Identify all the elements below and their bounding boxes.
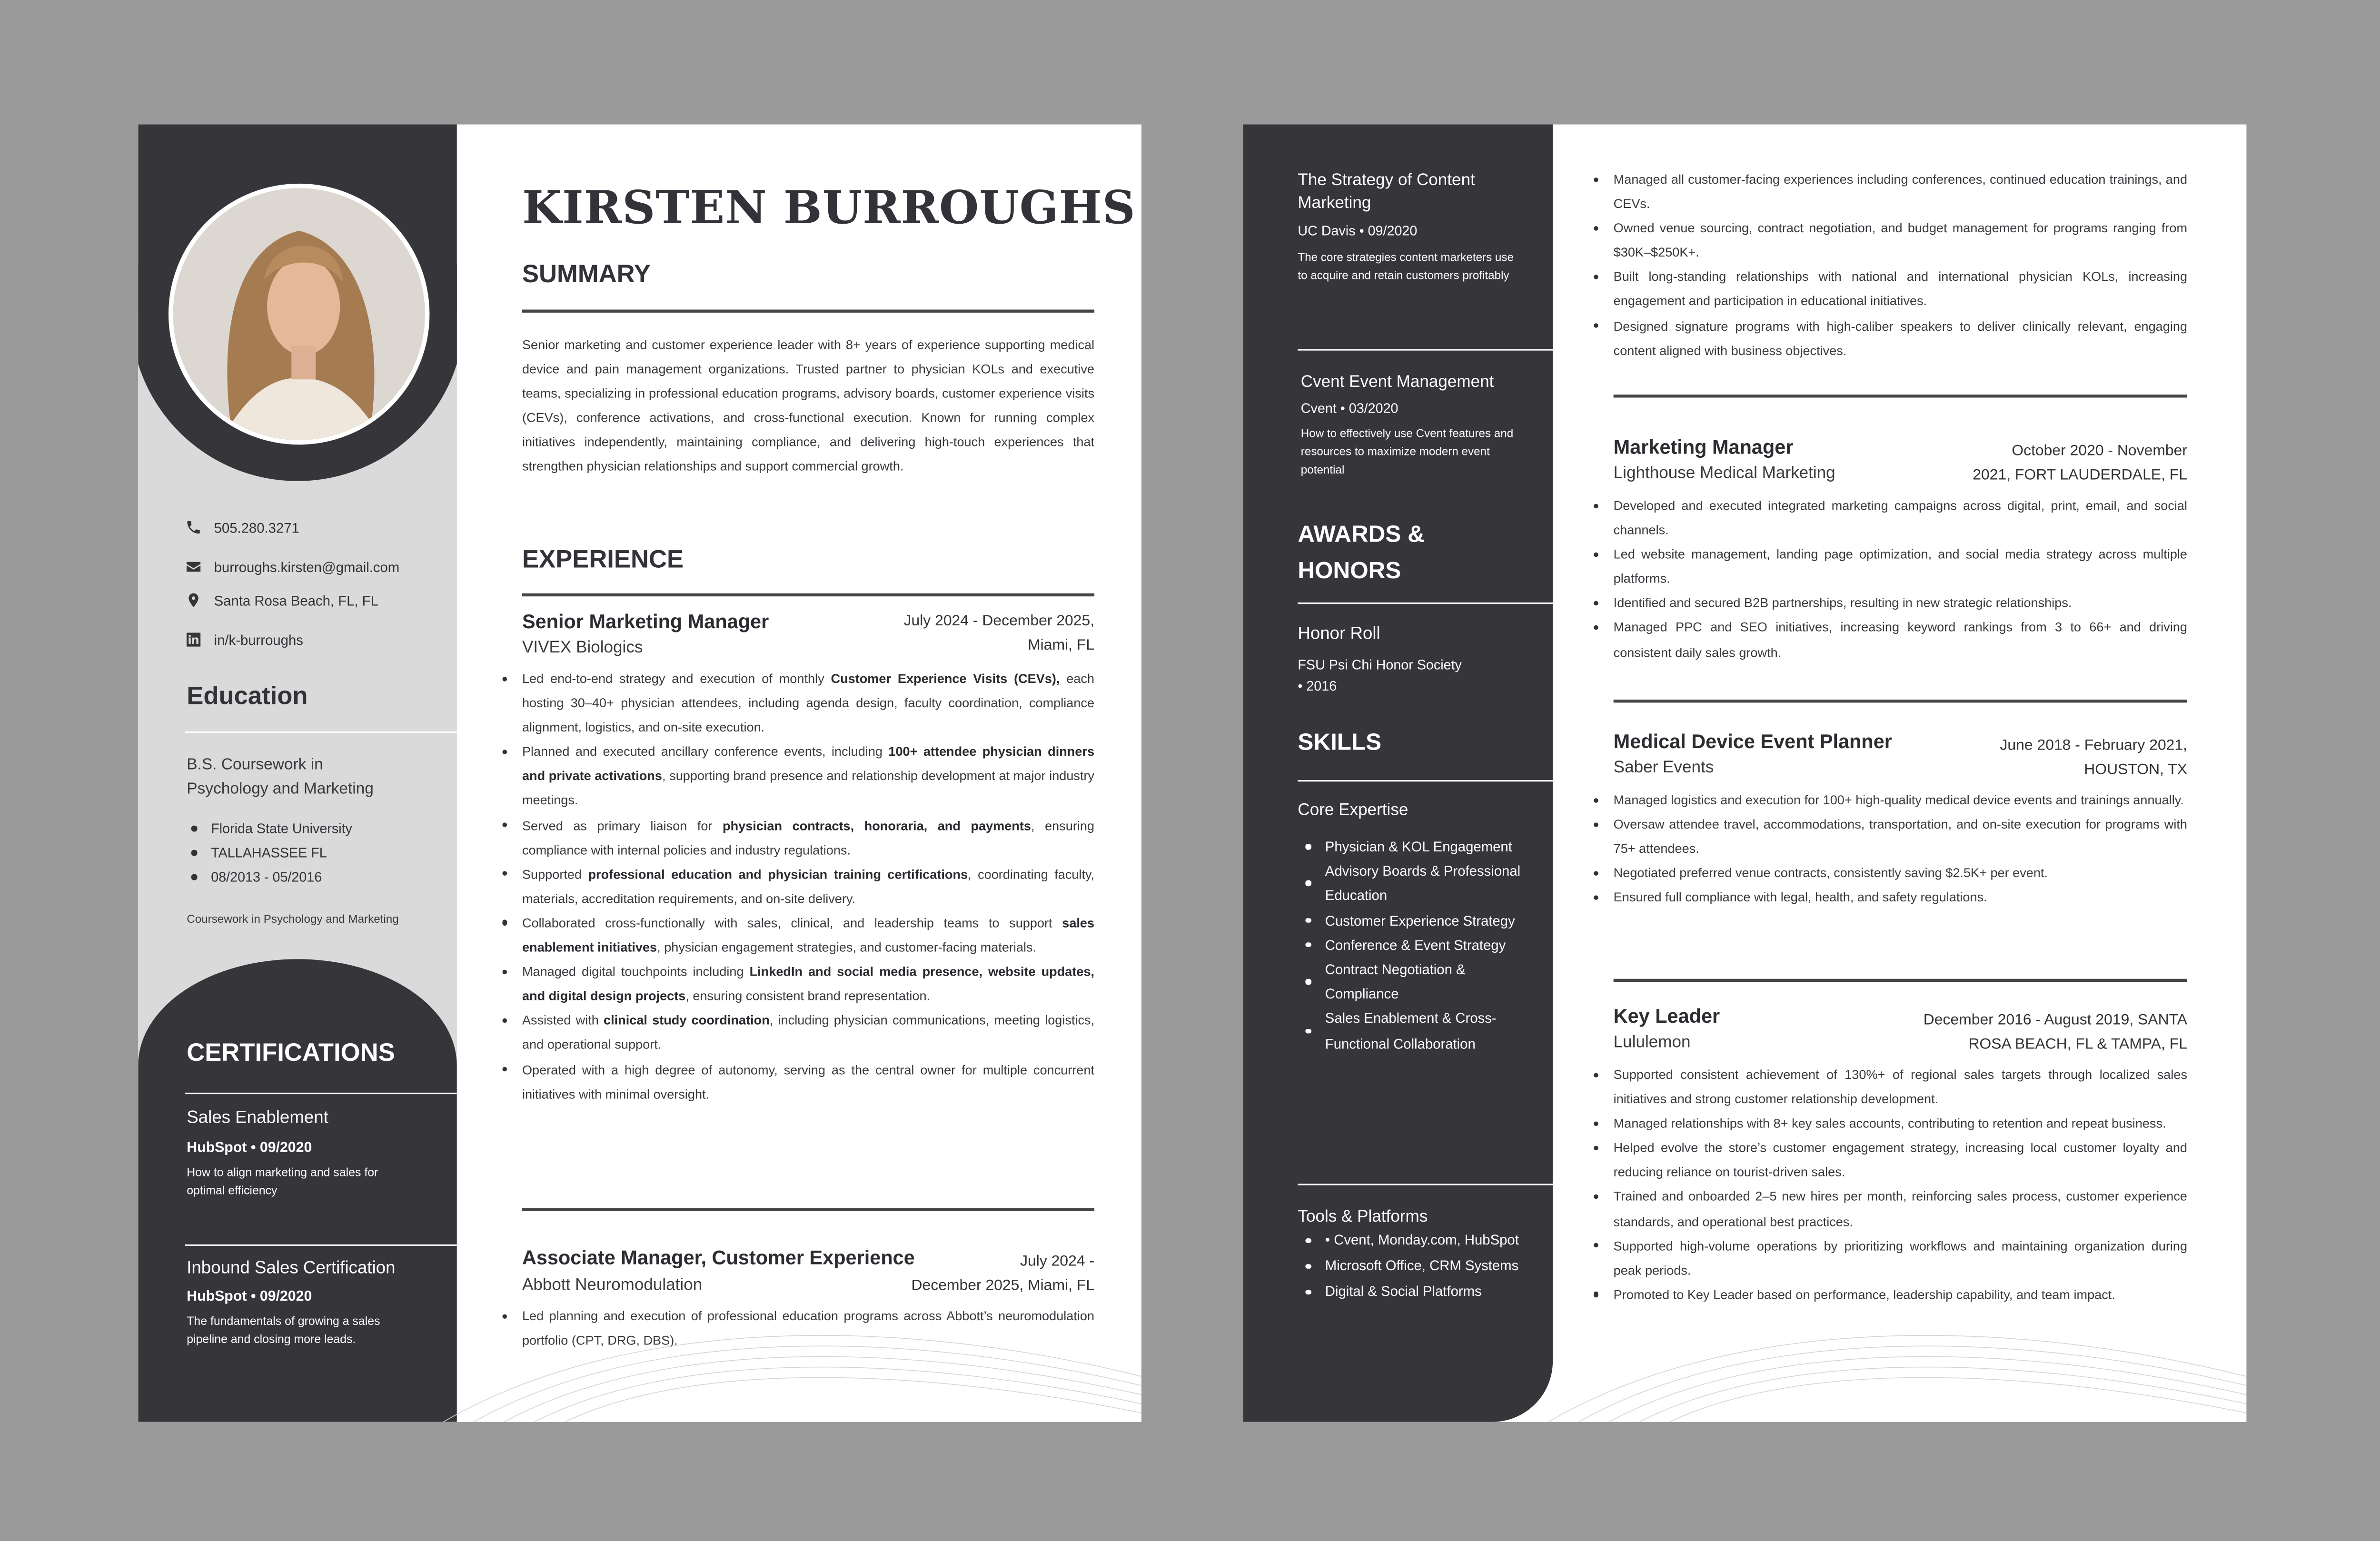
bullet-item xyxy=(522,1008,1094,1057)
job-bullets xyxy=(1614,788,2187,910)
right-sidebar xyxy=(1243,124,1553,1422)
bullet-item xyxy=(1614,1062,2187,1111)
job-date-line: HOUSTON, TX xyxy=(2084,761,2188,778)
core-expertise-list xyxy=(1301,835,1528,1056)
bullet-bold-text: 100+ attendee physician dinners and private activations xyxy=(522,744,1095,784)
bullet-text: Served as primary liaison for xyxy=(522,817,723,833)
bullet-bold-text: physician contracts, honoraria, and payments xyxy=(723,817,1031,833)
experience-divider xyxy=(522,593,1094,596)
certifications-section xyxy=(138,959,457,1422)
list-item: Microsoft Office, CRM Systems xyxy=(1301,1254,1528,1279)
job-company: Lululemon xyxy=(1613,1033,1691,1052)
list-item: Contract Negotiation & Compliance xyxy=(1301,958,1528,1007)
bullet-text: Owned venue sourcing, contract negotiation, and budget management for programs ranging from $30K–$250K+. xyxy=(1613,220,2188,260)
bullet-bold-text: LinkedIn and social media presence, website updates, and digital design projects xyxy=(522,964,1095,1004)
job-date-line: 2021, FORT LAUDERDALE, FL xyxy=(1973,466,2188,484)
bullet-text: Planned and executed ancillary conference events, including xyxy=(522,744,889,760)
list-item: Customer Experience Strategy xyxy=(1301,909,1528,933)
bullet-item xyxy=(1614,265,2187,314)
award-item xyxy=(1298,625,1525,697)
certification-issuer: HubSpot • 09/2020 xyxy=(187,1139,312,1156)
email-text[interactable]: burroughs.kirsten@gmail.com xyxy=(214,559,400,574)
bullet-text: Negotiated preferred venue contracts, consistently saving $2.5K+ per event. xyxy=(1613,865,2048,881)
job-title: Senior Marketing Manager xyxy=(522,610,769,633)
bullet-text: , physician engagement strategies, and customer-facing materials. xyxy=(657,939,1037,955)
list-item: 08/2013 - 05/2016 xyxy=(187,865,352,889)
list-item: • Cvent, Monday.com, HubSpot xyxy=(1301,1228,1528,1254)
bullet-item xyxy=(1614,1111,2187,1136)
summary-divider xyxy=(522,310,1094,312)
certification-title: Cvent Event Management xyxy=(1300,373,1494,392)
contact-location xyxy=(185,592,378,609)
education-degree xyxy=(187,753,374,801)
bullet-text: Assisted with xyxy=(522,1012,604,1028)
award-org: FSU Psi Chi Honor Society xyxy=(1298,657,1462,672)
bullet-item xyxy=(1614,493,2187,542)
certifications-heading: CERTIFICATIONS xyxy=(187,1039,395,1067)
job-date-line: July 2024 - December 2025, xyxy=(903,613,1095,630)
contact-email xyxy=(185,558,399,575)
bullet-bold-text: clinical study coordination xyxy=(604,1012,770,1028)
certifications-divider xyxy=(185,1093,457,1094)
list-item: Sales Enablement & Cross-Functional Collaboration xyxy=(1301,1007,1528,1056)
bullet-item xyxy=(1614,542,2187,591)
job-divider xyxy=(1614,979,2187,981)
bullet-item xyxy=(522,813,1094,862)
decorative-wave-lines xyxy=(443,1316,1141,1422)
bullet-text: , coordinating faculty, materials, accreditation requirements, and on-site delivery. xyxy=(522,866,1095,906)
contact-phone xyxy=(185,519,299,536)
bullet-item xyxy=(522,910,1094,959)
job-entry xyxy=(1614,730,2187,910)
bullet-text: Managed all customer-facing experiences including conferences, continued education trainings, and CEVs. xyxy=(1613,171,2188,211)
awards-heading xyxy=(1298,517,1424,590)
bullet-bold-text: sales enablement initiatives xyxy=(522,915,1095,955)
tools-list xyxy=(1301,1228,1528,1305)
certification-item xyxy=(187,1260,414,1349)
bullet-text: Developed and executed integrated marketing campaigns across digital, print, email, and social channels. xyxy=(1613,497,2188,538)
job-bullets xyxy=(1614,493,2187,664)
bullet-text: Oversaw attendee travel, accommodations, transportation, and on-site execution for programs with 75+ attendees. xyxy=(1613,816,2188,857)
bullet-text: Ensured full compliance with legal, health, and safety regulations. xyxy=(1613,889,1987,905)
certification-issuer: UC Davis • 09/2020 xyxy=(1298,223,1418,238)
bullet-text: Led planning and execution of professional education programs across Abbott’s neuromodulation portfolio (CPT, DRG, DBS). xyxy=(522,1308,1095,1348)
job-date-line: October 2020 - November xyxy=(2012,443,2188,460)
bullet-item xyxy=(1614,1282,2187,1306)
skills-divider xyxy=(1298,780,1553,781)
education-divider xyxy=(185,731,457,733)
certifications-divider xyxy=(185,1245,457,1246)
summary-heading: SUMMARY xyxy=(522,261,651,288)
education-details-list xyxy=(187,817,352,889)
bullet-text: Promoted to Key Leader based on performance, leadership capability, and team impact. xyxy=(1613,1286,2115,1302)
certification-title: Sales Enablement xyxy=(187,1109,328,1128)
bullet-item xyxy=(1614,216,2187,265)
job-title: Medical Device Event Planner xyxy=(1613,730,1892,753)
list-item: Florida State University xyxy=(187,817,352,841)
job-company: Abbott Neuromodulation xyxy=(522,1276,703,1295)
award-year: • 2016 xyxy=(1298,678,1337,694)
job-title: Marketing Manager xyxy=(1613,435,1794,459)
bullet-item xyxy=(1614,1185,2187,1234)
bullet-item xyxy=(1614,615,2187,664)
education-heading: Education xyxy=(187,682,308,711)
bullet-text: Identified and secured B2B partnerships, resulting in new strategic relationships. xyxy=(1613,595,2072,611)
award-title: Honor Roll xyxy=(1298,625,1380,644)
bullet-text: Led website management, landing page optimization, and social media strategy across multiple platforms. xyxy=(1613,546,2188,586)
bullet-item xyxy=(1614,861,2187,885)
bullet-item xyxy=(1614,591,2187,615)
education-note: Coursework in Psychology and Marketing xyxy=(187,912,399,926)
job-divider xyxy=(1614,395,2187,397)
bullet-text: Managed PPC and SEO initiatives, increasing keyword rankings from 3 to 66+ and driving consistent daily sales growth. xyxy=(1613,620,2188,660)
job-date xyxy=(1973,440,2187,487)
job-date-line: June 2018 - February 2021, xyxy=(2000,737,2188,754)
list-item: Advisory Boards & Professional Education xyxy=(1301,859,1528,908)
list-item: Digital & Social Platforms xyxy=(1301,1279,1528,1305)
phone-icon xyxy=(185,519,202,536)
job-bullets xyxy=(1614,167,2187,363)
bullet-item xyxy=(1614,812,2187,861)
certification-item xyxy=(1301,373,1544,478)
job-entry xyxy=(1614,435,2187,664)
list-item: Physician & KOL Engagement xyxy=(1301,835,1528,859)
linkedin-text[interactable]: in/k-burroughs xyxy=(214,632,303,648)
awards-heading-line: AWARDS & xyxy=(1298,522,1425,548)
resume-page-1 xyxy=(138,124,1141,1422)
certification-title: Inbound Sales Certification xyxy=(187,1259,396,1278)
certification-desc: The fundamentals of growing a sales pipeline and closing more leads. xyxy=(187,1314,380,1346)
core-expertise-heading: Core Expertise xyxy=(1298,801,1408,820)
certification-desc: The core strategies content marketers use to acquire and retain customers profitably xyxy=(1298,250,1514,282)
job-entry xyxy=(522,610,1094,1106)
job-date-line: July 2024 - xyxy=(1020,1253,1095,1271)
bullet-text: Managed relationships with 8+ key sales accounts, contributing to retention and repeat business. xyxy=(1613,1116,2166,1131)
location-pin-icon xyxy=(185,592,202,609)
main-column-page-1 xyxy=(522,124,1136,1422)
email-icon xyxy=(185,558,202,575)
job-date xyxy=(912,1251,1095,1298)
summary-text: Senior marketing and customer experience leader with 8+ years of experience supporting medical device and pain management organizations. Trusted partner to physician KOLs and executive teams, specializing in professional education programs, advisory boards, customer experience visits (CEVs), conference activations, and cross-functional execution. Known for running complex initiatives independently, maintaining compliance, and delivering high-touch experiences that strengthen physician relationships and support commercial growth. xyxy=(522,336,1095,474)
certification-title: The Strategy of Content Marketing xyxy=(1298,171,1475,212)
job-date xyxy=(904,610,1095,657)
bullet-item xyxy=(522,1057,1094,1106)
contact-linkedin xyxy=(185,632,303,648)
tools-heading: Tools & Platforms xyxy=(1298,1208,1428,1226)
left-sidebar xyxy=(138,124,457,1422)
certifications-divider xyxy=(1298,349,1553,350)
list-item: Conference & Event Strategy xyxy=(1301,933,1528,958)
bullet-text: Trained and onboarded 2–5 new hires per month, reinforcing sales process, customer experience standards, and operational best practices. xyxy=(1613,1189,2188,1229)
degree-line-1: B.S. Coursework in xyxy=(187,756,323,774)
bullet-text: Operated with a high degree of autonomy, serving as the central owner for multiple concurrent initiatives with minimal oversight. xyxy=(522,1061,1095,1101)
skills-divider xyxy=(1298,1184,1553,1185)
job-date-line: Miami, FL xyxy=(1028,636,1095,653)
certification-item xyxy=(1298,170,1525,285)
bullet-text: Supported high-volume operations by prioritizing workflows and maintaining organization during peak periods. xyxy=(1613,1237,2188,1278)
certification-issuer: Cvent • 03/2020 xyxy=(1300,400,1398,416)
list-item: TALLAHASSEE FL xyxy=(187,841,352,865)
profile-photo xyxy=(169,184,429,445)
job-date xyxy=(2000,734,2187,781)
linkedin-icon xyxy=(185,632,202,648)
bullet-item xyxy=(522,861,1094,910)
bullet-text: Designed signature programs with high-caliber speakers to deliver clinically relevant, engaging content aligned with business objectives. xyxy=(1613,318,2188,358)
bullet-item xyxy=(1614,1136,2187,1185)
candidate-name: KIRSTEN BURROUGHS xyxy=(522,182,1136,236)
job-date-line: ROSA BEACH, FL & TAMPA, FL xyxy=(1968,1036,2188,1053)
job-title: Key Leader xyxy=(1613,1004,1720,1027)
job-bullets xyxy=(1614,1062,2187,1306)
bullet-item xyxy=(522,666,1094,740)
job-date-line: December 2025, Miami, FL xyxy=(911,1277,1095,1294)
bullet-item xyxy=(1614,314,2187,363)
bullet-text: Helped evolve the store’s customer engagement strategy, increasing local customer loyalty and reducing reliance on tourist-driven sales. xyxy=(1613,1140,2188,1180)
bullet-text: Supported xyxy=(522,866,588,881)
bullet-bold-text: professional education and physician training certifications xyxy=(588,866,968,881)
bullet-item xyxy=(1614,167,2187,216)
bullet-item xyxy=(1614,885,2187,909)
bullet-text: Managed digital touchpoints including xyxy=(522,964,750,979)
job-divider xyxy=(1614,700,2187,702)
job-date xyxy=(1924,1009,2187,1057)
bullet-text: , ensuring compliance with internal policies and industry regulations. xyxy=(522,817,1095,857)
job-company: Saber Events xyxy=(1613,759,1714,777)
certification-desc: How to effectively use Cvent features and resources to maximize modern event potential xyxy=(1300,426,1514,476)
bullet-text: , supporting brand presence and relationship development at major industry meetings. xyxy=(522,768,1095,808)
certification-issuer: HubSpot • 09/2020 xyxy=(187,1288,312,1305)
bullet-text: Led end-to-end strategy and execution of monthly xyxy=(522,671,831,686)
job-title: Associate Manager, Customer Experience xyxy=(522,1245,915,1269)
certification-desc: How to align marketing and sales for optimal efficiency xyxy=(187,1165,378,1197)
job-divider xyxy=(522,1208,1094,1210)
main-column-page-2 xyxy=(1614,124,2187,1422)
job-entry xyxy=(1614,1005,2187,1306)
phone-text[interactable]: 505.280.3271 xyxy=(214,520,299,535)
skills-heading: SKILLS xyxy=(1298,730,1382,756)
resume-page-2 xyxy=(1243,124,2247,1422)
experience-heading: EXPERIENCE xyxy=(522,546,684,574)
job-bullets xyxy=(522,666,1094,1106)
bullet-bold-text: Customer Experience Visits (CEVs), xyxy=(831,671,1060,686)
location-text: Santa Rosa Beach, FL, FL xyxy=(214,593,378,608)
bullet-text: each hosting 30–40+ physician attendees, including agenda design, faculty coordination, compliance alignment, logistics, and on-site execution. xyxy=(522,671,1095,735)
bullet-item xyxy=(522,959,1094,1008)
degree-line-2: Psychology and Marketing xyxy=(187,780,374,799)
bullet-text: Built long-standing relationships with national and international physician KOLs, increasing engagement and participation in educational initiatives. xyxy=(1613,269,2188,309)
job-company: VIVEX Biologics xyxy=(522,639,643,657)
awards-divider xyxy=(1298,603,1553,604)
bullet-text: Collaborated cross-functionally with sales, clinical, and leadership teams to support xyxy=(522,915,1062,930)
bullet-item xyxy=(522,740,1094,813)
bullet-text: Supported consistent achievement of 130%+ of regional sales targets through localized sales initiatives and strong customer relationship development. xyxy=(1613,1067,2188,1106)
certification-item xyxy=(187,1109,414,1200)
job-company: Lighthouse Medical Marketing xyxy=(1613,464,1835,483)
bullet-text: , including physician communications, meeting logistics, and operational support. xyxy=(522,1012,1095,1053)
job-date-line: December 2016 - August 2019, SANTA xyxy=(1923,1012,2188,1029)
bullet-item xyxy=(1614,1233,2187,1282)
awards-heading-line: HONORS xyxy=(1298,558,1401,584)
bullet-text: Managed logistics and execution for 100+ high-quality medical device events and trainings annually. xyxy=(1613,792,2184,808)
bullet-text: , ensuring consistent brand representation. xyxy=(685,988,931,1004)
bullet-item xyxy=(1614,788,2187,812)
